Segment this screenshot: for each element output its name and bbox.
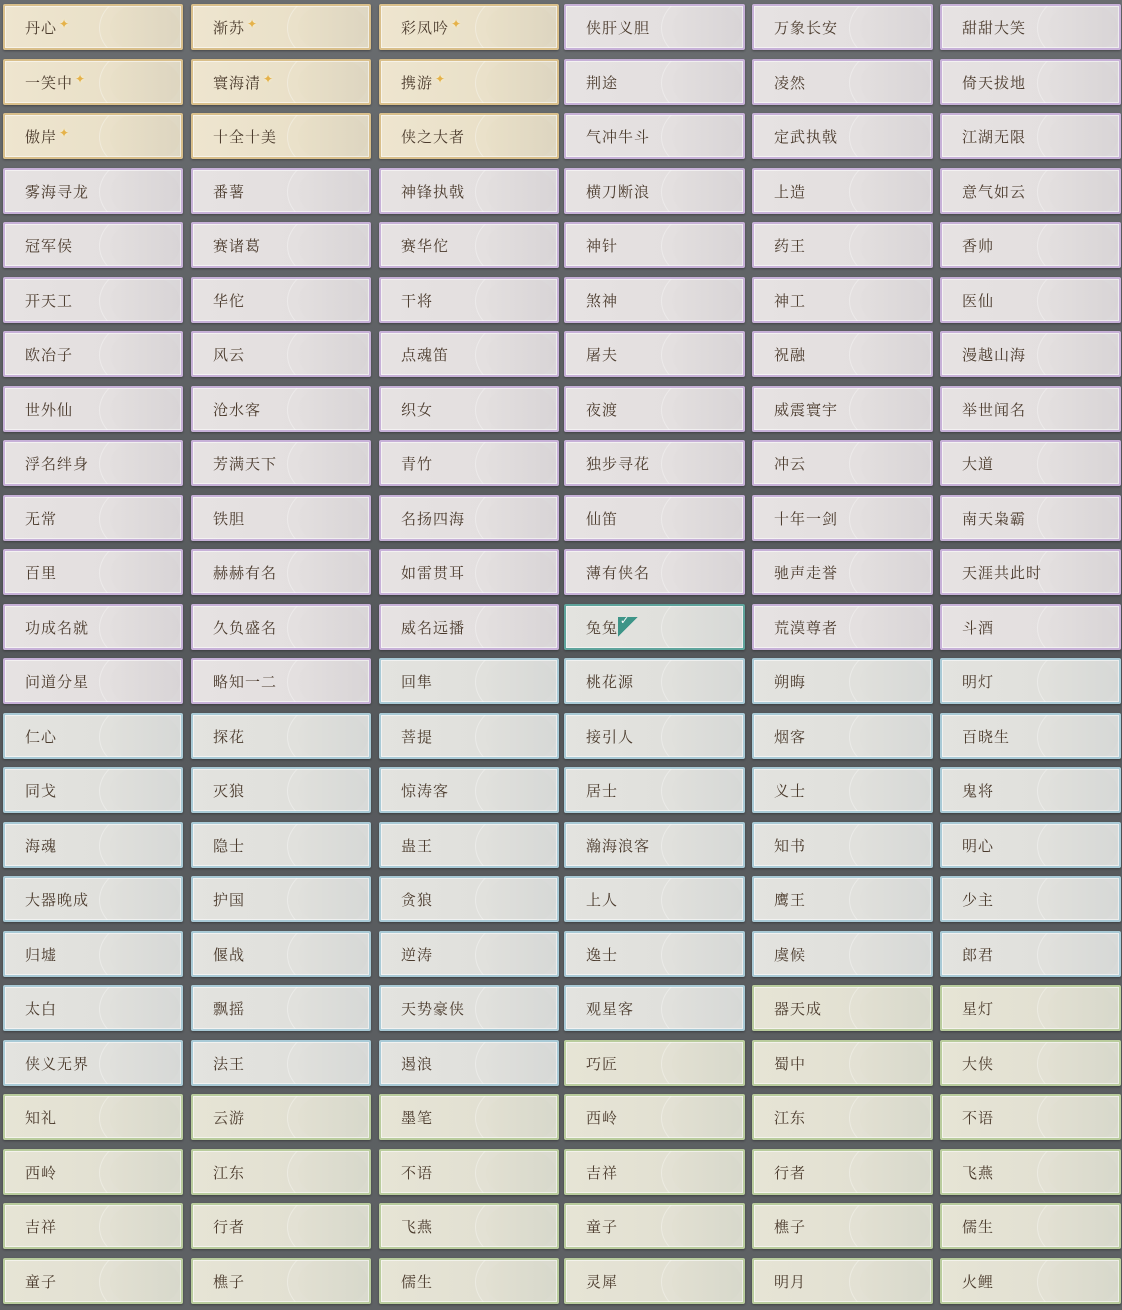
title-cell[interactable] <box>191 277 371 323</box>
title-cell[interactable] <box>191 1094 371 1140</box>
title-cell[interactable] <box>191 713 371 759</box>
title-cell[interactable] <box>379 1258 559 1304</box>
title-cell[interactable] <box>564 1040 745 1086</box>
title-cell[interactable] <box>564 658 745 704</box>
title-label: 探花 <box>213 727 246 746</box>
title-label: 护国 <box>213 890 246 909</box>
title-cell[interactable] <box>564 713 745 759</box>
title-label: 知礼 <box>25 1108 58 1127</box>
title-label: 虞候 <box>774 945 807 964</box>
title-label: 蛊王 <box>401 836 434 855</box>
title-label: 略知一二 <box>213 672 278 691</box>
title-cell[interactable] <box>3 876 183 922</box>
title-cell[interactable] <box>379 277 559 323</box>
title-cell[interactable] <box>940 713 1121 759</box>
title-cell[interactable] <box>940 549 1121 595</box>
title-cell[interactable] <box>752 1149 933 1195</box>
title-cell[interactable] <box>752 1040 933 1086</box>
title-label: 倚天拔地 <box>962 73 1027 92</box>
title-cell[interactable] <box>940 822 1121 868</box>
title-label: 煞神 <box>586 291 619 310</box>
title-label: 儒生 <box>401 1272 434 1291</box>
checkmark-icon <box>618 617 638 637</box>
title-cell[interactable] <box>940 1040 1121 1086</box>
title-label: 兔兔 <box>586 618 619 637</box>
title-cell[interactable] <box>379 1149 559 1195</box>
title-label: 天涯共此时 <box>962 563 1043 582</box>
title-cell[interactable] <box>3 277 183 323</box>
title-cell[interactable] <box>940 658 1121 704</box>
title-label: 贪狼 <box>401 890 434 909</box>
title-label: 火鲤 <box>962 1272 995 1291</box>
title-cell[interactable] <box>752 713 933 759</box>
title-cell[interactable] <box>3 985 183 1031</box>
title-cell[interactable] <box>191 331 371 377</box>
title-cell[interactable] <box>191 549 371 595</box>
title-cell[interactable] <box>3 1149 183 1195</box>
title-cell[interactable] <box>940 277 1121 323</box>
title-label: 赛华佗 <box>401 236 450 255</box>
title-cell[interactable] <box>940 4 1121 50</box>
title-label: 如雷贯耳 <box>401 563 466 582</box>
title-cell[interactable] <box>191 822 371 868</box>
sparkle-icon: ✦ <box>451 17 463 31</box>
title-label: 知书 <box>774 836 807 855</box>
title-label: 携游 <box>401 73 434 92</box>
title-label: 江东 <box>213 1163 246 1182</box>
title-label: 大道 <box>962 454 995 473</box>
title-label: 赫赫有名 <box>213 563 278 582</box>
title-label: 定武执戟 <box>774 127 839 146</box>
title-cell[interactable] <box>752 767 933 813</box>
title-label: 神锋执戟 <box>401 182 466 201</box>
title-cell[interactable] <box>752 386 933 432</box>
title-label: 吉祥 <box>586 1163 619 1182</box>
title-label: 隐士 <box>213 836 246 855</box>
title-cell[interactable] <box>752 931 933 977</box>
title-label: 驰声走誉 <box>774 563 839 582</box>
title-cell[interactable] <box>564 1203 745 1249</box>
title-label: 神工 <box>774 291 807 310</box>
title-cell[interactable] <box>3 222 183 268</box>
sparkle-icon: ✦ <box>263 72 275 86</box>
title-label: 遏浪 <box>401 1054 434 1073</box>
title-label: 风云 <box>213 345 246 364</box>
title-label: 无常 <box>25 509 58 528</box>
title-label: 居士 <box>586 781 619 800</box>
title-label: 名扬四海 <box>401 509 466 528</box>
title-label: 点魂笛 <box>401 345 450 364</box>
title-cell[interactable] <box>191 1040 371 1086</box>
title-cell[interactable] <box>3 1094 183 1140</box>
title-cell[interactable] <box>379 713 559 759</box>
title-label: 江湖无限 <box>962 127 1027 146</box>
title-cell[interactable] <box>3 440 183 486</box>
title-label: 浮名绊身 <box>25 454 90 473</box>
title-label: 青竹 <box>401 454 434 473</box>
title-label: 久负盛名 <box>213 618 278 637</box>
title-label: 灵犀 <box>586 1272 619 1291</box>
title-cell[interactable] <box>379 440 559 486</box>
title-cell[interactable] <box>379 113 559 159</box>
title-label: 童子 <box>25 1272 58 1291</box>
title-label: 丹心 <box>25 18 58 37</box>
title-label: 欧冶子 <box>25 345 74 364</box>
title-label: 神针 <box>586 236 619 255</box>
title-label: 上人 <box>586 890 619 909</box>
title-cell[interactable] <box>564 495 745 541</box>
title-cell[interactable] <box>564 549 745 595</box>
title-cell[interactable] <box>940 767 1121 813</box>
title-cell[interactable] <box>752 1094 933 1140</box>
title-label: 甜甜大笑 <box>962 18 1027 37</box>
title-label: 西岭 <box>586 1108 619 1127</box>
title-label: 法王 <box>213 1054 246 1073</box>
sparkle-icon: ✦ <box>435 72 447 86</box>
title-label: 明月 <box>774 1272 807 1291</box>
title-cell[interactable] <box>564 822 745 868</box>
title-cell[interactable] <box>191 4 371 50</box>
title-label: 番薯 <box>213 182 246 201</box>
title-cell[interactable] <box>379 985 559 1031</box>
title-label: 赛诸葛 <box>213 236 262 255</box>
title-label: 蜀中 <box>774 1054 807 1073</box>
title-label: 灭狼 <box>213 781 246 800</box>
title-cell[interactable] <box>191 168 371 214</box>
title-cell[interactable] <box>940 1258 1121 1304</box>
title-label: 观星客 <box>586 999 635 1018</box>
title-cell[interactable] <box>752 658 933 704</box>
title-label: 漫越山海 <box>962 345 1027 364</box>
title-cell[interactable] <box>940 59 1121 105</box>
title-cell[interactable] <box>752 1258 933 1304</box>
title-cell[interactable] <box>191 59 371 105</box>
title-label: 大侠 <box>962 1054 995 1073</box>
title-cell[interactable] <box>191 985 371 1031</box>
title-cell[interactable] <box>940 604 1121 650</box>
title-label: 十全十美 <box>213 127 278 146</box>
title-label: 屠夫 <box>586 345 619 364</box>
title-cell[interactable] <box>752 59 933 105</box>
title-cell[interactable] <box>940 331 1121 377</box>
title-cell[interactable] <box>940 985 1121 1031</box>
title-cell[interactable] <box>379 4 559 50</box>
title-cell[interactable] <box>3 1258 183 1304</box>
title-label: 百晓生 <box>962 727 1011 746</box>
title-label: 南天枭霸 <box>962 509 1027 528</box>
title-cell[interactable] <box>752 549 933 595</box>
title-cell[interactable] <box>564 876 745 922</box>
title-label: 海魂 <box>25 836 58 855</box>
title-label: 雾海寻龙 <box>25 182 90 201</box>
title-cell[interactable] <box>3 4 183 50</box>
title-label: 江东 <box>774 1108 807 1127</box>
title-label: 举世闻名 <box>962 400 1027 419</box>
title-label: 鹰王 <box>774 890 807 909</box>
title-label: 仁心 <box>25 727 58 746</box>
title-label: 归墟 <box>25 945 58 964</box>
title-label: 夜渡 <box>586 400 619 419</box>
title-cell[interactable] <box>564 985 745 1031</box>
title-cell[interactable] <box>564 1149 745 1195</box>
title-label: 飘摇 <box>213 999 246 1018</box>
title-cell[interactable] <box>564 386 745 432</box>
title-cell[interactable] <box>3 1040 183 1086</box>
title-label: 织女 <box>401 400 434 419</box>
title-label: 樵子 <box>213 1272 246 1291</box>
sparkle-icon: ✦ <box>59 17 71 31</box>
title-label: 荒漠尊者 <box>774 618 839 637</box>
title-label: 偃战 <box>213 945 246 964</box>
title-label: 明心 <box>962 836 995 855</box>
title-cell[interactable] <box>3 113 183 159</box>
title-label: 干将 <box>401 291 434 310</box>
title-label: 横刀断浪 <box>586 182 651 201</box>
title-cell[interactable] <box>3 168 183 214</box>
title-cell[interactable] <box>564 767 745 813</box>
title-cell[interactable] <box>752 1203 933 1249</box>
title-cell[interactable] <box>3 822 183 868</box>
title-label: 万象长安 <box>774 18 839 37</box>
title-label: 大器晚成 <box>25 890 90 909</box>
title-cell[interactable] <box>564 931 745 977</box>
title-label: 渐苏 <box>213 18 246 37</box>
title-label: 太白 <box>25 999 58 1018</box>
title-label: 凌然 <box>774 73 807 92</box>
title-label: 荆途 <box>586 73 619 92</box>
title-cell[interactable] <box>564 277 745 323</box>
title-cell[interactable] <box>379 59 559 105</box>
title-cell[interactable] <box>940 1203 1121 1249</box>
title-label: 药王 <box>774 236 807 255</box>
title-label: 吉祥 <box>25 1217 58 1236</box>
title-cell[interactable] <box>564 168 745 214</box>
title-cell[interactable] <box>3 386 183 432</box>
title-label: 傲岸 <box>25 127 58 146</box>
title-cell[interactable] <box>940 1094 1121 1140</box>
title-cell[interactable] <box>379 331 559 377</box>
title-cell[interactable] <box>379 222 559 268</box>
title-label: 开天工 <box>25 291 74 310</box>
title-label: 逸士 <box>586 945 619 964</box>
title-cell[interactable] <box>379 1094 559 1140</box>
title-label: 不语 <box>401 1163 434 1182</box>
title-label: 冠军侯 <box>25 236 74 255</box>
title-label: 彩凤吟 <box>401 18 450 37</box>
title-label: 童子 <box>586 1217 619 1236</box>
title-label: 铁胆 <box>213 509 246 528</box>
title-cell[interactable] <box>752 985 933 1031</box>
title-label: 巧匠 <box>586 1054 619 1073</box>
title-label: 百里 <box>25 563 58 582</box>
title-cell[interactable] <box>564 4 745 50</box>
title-label: 逆涛 <box>401 945 434 964</box>
title-label: 云游 <box>213 1108 246 1127</box>
title-label: 气冲牛斗 <box>586 127 651 146</box>
title-label: 芳满天下 <box>213 454 278 473</box>
title-cell[interactable] <box>379 386 559 432</box>
title-cell[interactable] <box>379 168 559 214</box>
title-cell[interactable] <box>3 931 183 977</box>
title-label: 朔晦 <box>774 672 807 691</box>
title-label: 寰海清 <box>213 73 262 92</box>
title-cell[interactable] <box>191 1258 371 1304</box>
title-cell[interactable] <box>752 876 933 922</box>
title-label: 不语 <box>962 1108 995 1127</box>
title-label: 仙笛 <box>586 509 619 528</box>
title-cell[interactable] <box>3 59 183 105</box>
title-cell[interactable] <box>379 876 559 922</box>
title-cell[interactable] <box>752 495 933 541</box>
title-cell[interactable] <box>379 495 559 541</box>
title-label: 香帅 <box>962 236 995 255</box>
title-cell[interactable] <box>752 604 933 650</box>
title-cell[interactable] <box>379 931 559 977</box>
title-cell[interactable] <box>3 1203 183 1249</box>
title-cell[interactable] <box>191 931 371 977</box>
title-cell[interactable] <box>564 59 745 105</box>
title-label: 冲云 <box>774 454 807 473</box>
title-cell[interactable] <box>752 822 933 868</box>
title-label: 侠义无界 <box>25 1054 90 1073</box>
title-cell[interactable] <box>191 113 371 159</box>
title-cell[interactable] <box>191 1203 371 1249</box>
title-label: 十年一剑 <box>774 509 839 528</box>
title-label: 天势豪侠 <box>401 999 466 1018</box>
title-cell[interactable] <box>379 1203 559 1249</box>
title-cell[interactable] <box>379 658 559 704</box>
title-cell[interactable] <box>191 495 371 541</box>
title-cell[interactable] <box>379 822 559 868</box>
sparkle-icon: ✦ <box>247 17 259 31</box>
title-label: 独步寻花 <box>586 454 651 473</box>
title-cell[interactable] <box>940 876 1121 922</box>
title-label: 飞燕 <box>401 1217 434 1236</box>
title-cell[interactable] <box>752 331 933 377</box>
title-cell[interactable] <box>3 713 183 759</box>
title-label: 明灯 <box>962 672 995 691</box>
title-cell[interactable] <box>191 222 371 268</box>
title-cell[interactable] <box>940 222 1121 268</box>
title-cell[interactable] <box>191 767 371 813</box>
title-label: 祝融 <box>774 345 807 364</box>
title-label: 斗酒 <box>962 618 995 637</box>
title-cell[interactable] <box>191 604 371 650</box>
title-label: 瀚海浪客 <box>586 836 651 855</box>
title-cell[interactable] <box>752 113 933 159</box>
title-cell[interactable] <box>940 113 1121 159</box>
title-cell[interactable] <box>191 1149 371 1195</box>
title-label: 樵子 <box>774 1217 807 1236</box>
title-cell[interactable] <box>752 4 933 50</box>
title-cell[interactable] <box>940 386 1121 432</box>
title-cell[interactable] <box>564 222 745 268</box>
title-label: 鬼将 <box>962 781 995 800</box>
title-label: 儒生 <box>962 1217 995 1236</box>
title-label: 回隼 <box>401 672 434 691</box>
title-label: 问道分星 <box>25 672 90 691</box>
title-cell[interactable] <box>3 604 183 650</box>
title-cell[interactable] <box>3 658 183 704</box>
title-label: 薄有侠名 <box>586 563 651 582</box>
title-cell[interactable] <box>191 440 371 486</box>
title-cell[interactable] <box>191 386 371 432</box>
title-label: 惊涛客 <box>401 781 450 800</box>
title-label: 桃花源 <box>586 672 635 691</box>
title-cell[interactable] <box>940 440 1121 486</box>
title-cell[interactable] <box>564 1258 745 1304</box>
title-label: 威震寰宇 <box>774 400 839 419</box>
title-cell[interactable] <box>752 168 933 214</box>
title-cell[interactable] <box>379 767 559 813</box>
title-label: 威名远播 <box>401 618 466 637</box>
title-cell[interactable] <box>940 1149 1121 1195</box>
title-cell[interactable] <box>940 168 1121 214</box>
sparkle-icon: ✦ <box>59 126 71 140</box>
title-label: 飞燕 <box>962 1163 995 1182</box>
title-cell[interactable] <box>564 604 745 650</box>
title-label: 义士 <box>774 781 807 800</box>
title-label: 少主 <box>962 890 995 909</box>
title-label: 行者 <box>213 1217 246 1236</box>
title-label: 器天成 <box>774 999 823 1018</box>
title-cell[interactable] <box>3 331 183 377</box>
title-label: 一笑中 <box>25 73 74 92</box>
title-cell[interactable] <box>940 495 1121 541</box>
title-label: 功成名就 <box>25 618 90 637</box>
title-cell[interactable] <box>379 604 559 650</box>
title-label: 菩提 <box>401 727 434 746</box>
title-label: 郎君 <box>962 945 995 964</box>
title-label: 同戈 <box>25 781 58 800</box>
title-label: 上造 <box>774 182 807 201</box>
title-cell[interactable] <box>3 495 183 541</box>
title-label: 医仙 <box>962 291 995 310</box>
title-cell[interactable] <box>564 1094 745 1140</box>
title-label: 烟客 <box>774 727 807 746</box>
title-cell[interactable] <box>564 113 745 159</box>
title-cell[interactable] <box>3 767 183 813</box>
title-cell[interactable] <box>752 440 933 486</box>
title-label: 星灯 <box>962 999 995 1018</box>
title-label: 世外仙 <box>25 400 74 419</box>
title-label: 华佗 <box>213 291 246 310</box>
title-cell[interactable] <box>191 876 371 922</box>
title-cell[interactable] <box>564 331 745 377</box>
title-cell[interactable] <box>564 440 745 486</box>
title-cell[interactable] <box>379 549 559 595</box>
title-cell[interactable] <box>379 1040 559 1086</box>
title-cell[interactable] <box>752 277 933 323</box>
title-label: 西岭 <box>25 1163 58 1182</box>
title-label: 侠之大者 <box>401 127 466 146</box>
title-cell[interactable] <box>752 222 933 268</box>
title-label: 行者 <box>774 1163 807 1182</box>
sparkle-icon: ✦ <box>75 72 87 86</box>
title-label: 沧水客 <box>213 400 262 419</box>
title-cell[interactable] <box>940 931 1121 977</box>
title-label: 墨笔 <box>401 1108 434 1127</box>
title-cell[interactable] <box>3 549 183 595</box>
title-label: 意气如云 <box>962 182 1027 201</box>
title-cell[interactable] <box>191 658 371 704</box>
title-label: 侠肝义胆 <box>586 18 651 37</box>
title-label: 接引人 <box>586 727 635 746</box>
